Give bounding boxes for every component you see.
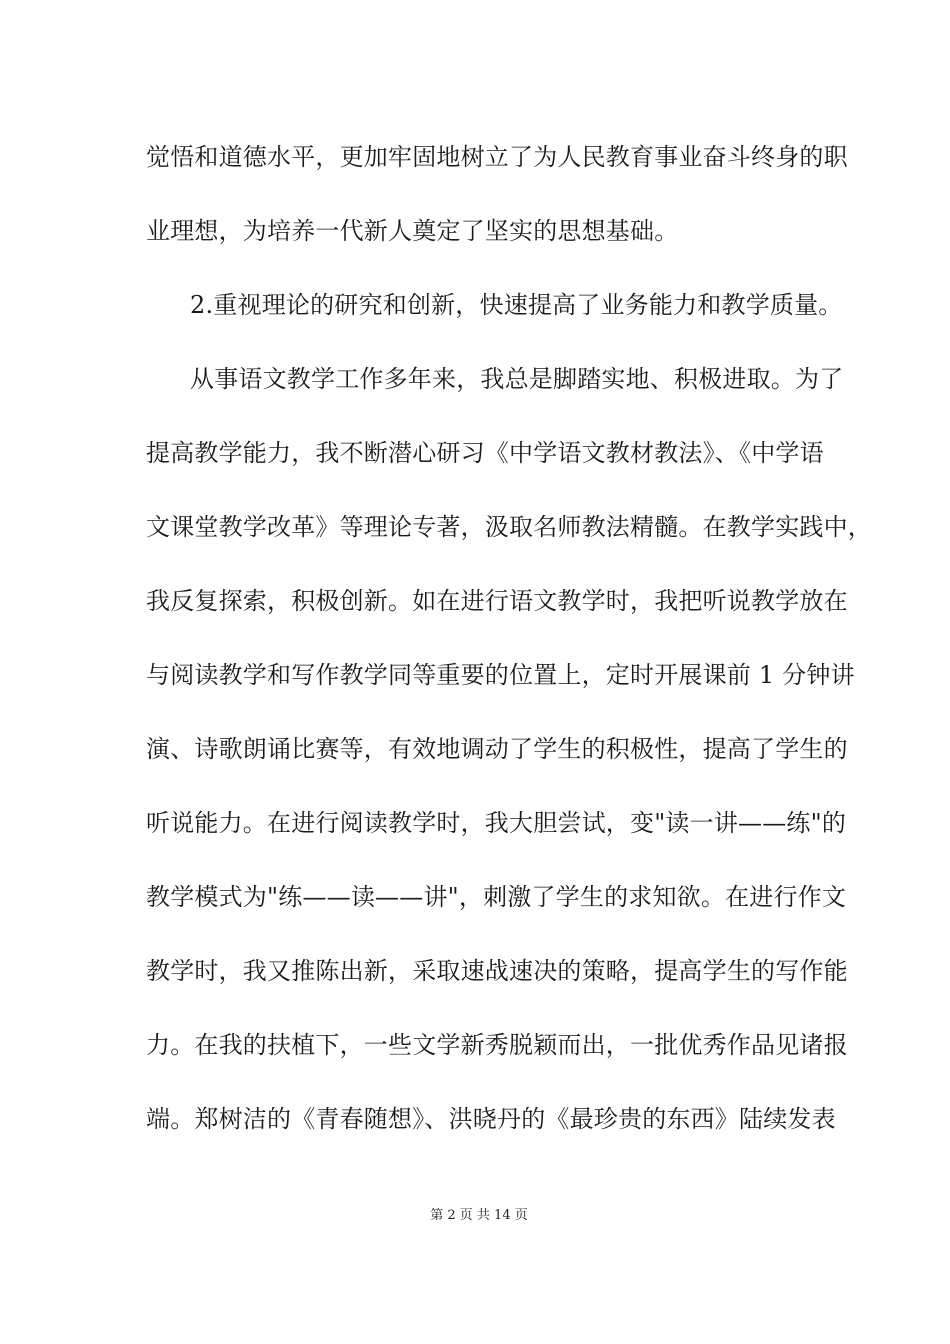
page-number-footer <box>0 1208 950 1224</box>
paragraph-line: 文课堂教学改革》等理论专著，汲取名师教法精髓。在教学实践中， <box>146 513 872 541</box>
paragraph-line: 教学模式为"练——读——讲"，刺激了学生的求知欲。在进行作文 <box>146 883 847 911</box>
paragraph-line: 从事语文教学工作多年来，我总是脚踏实地、积极进取。为了 <box>190 365 844 393</box>
paragraph-line: 力。在我的扶植下，一些文学新秀脱颖而出，一批优秀作品见诸报 <box>146 1031 848 1059</box>
paragraph-line: 与阅读教学和写作教学同等重要的位置上，定时开展课前 1 分钟讲 <box>146 661 855 689</box>
paragraph-line: 听说能力。在进行阅读教学时，我大胆尝试，变"读一讲——练"的 <box>146 809 847 837</box>
paragraph-line: 提高教学能力，我不断潜心研习《中学语文教材教法》、《中学语 <box>146 439 824 467</box>
page-number: 第 2 页 共 14 页 <box>430 1208 528 1223</box>
paragraph-line: 觉悟和道德水平，更加牢固地树立了为人民教育事业奋斗终身的职 <box>146 143 848 171</box>
paragraph-line: 端。郑树洁的《青春随想》、洪晓丹的《最珍贵的东西》陆续发表 <box>146 1105 836 1133</box>
paragraph-line: 教学时，我又推陈出新，采取速战速决的策略，提高学生的写作能 <box>146 957 848 985</box>
paragraph-line: 演、诗歌朗诵比赛等，有效地调动了学生的积极性，提高了学生的 <box>146 735 848 763</box>
paragraph-line: 我反复探索，积极创新。如在进行语文教学时，我把听说教学放在 <box>146 587 848 615</box>
paragraph-line: 业理想，为培养一代新人奠定了坚实的思想基础。 <box>146 217 679 245</box>
section-heading: 2.重视理论的研究和创新，快速提高了业务能力和教学质量。 <box>190 291 843 319</box>
